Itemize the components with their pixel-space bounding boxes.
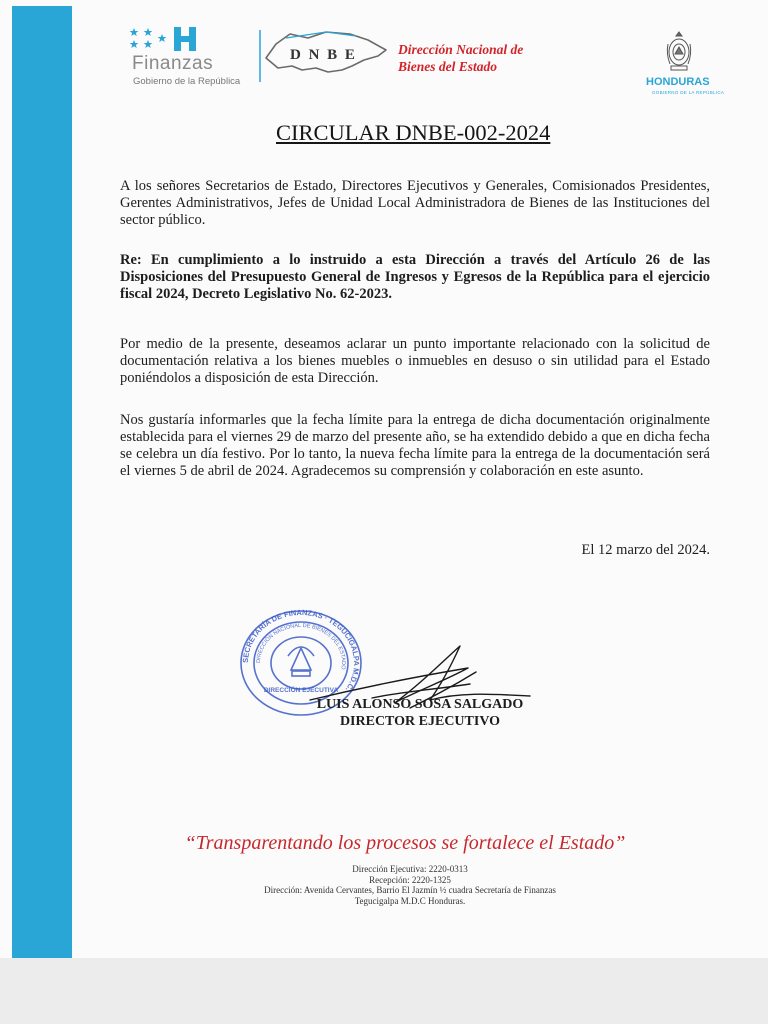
dnbe-name-line2: Bienes del Estado (398, 59, 498, 74)
footer-reception-phone: Recepción: 2220-1325 (369, 874, 451, 885)
honduras-coat-of-arms-icon (664, 30, 694, 74)
side-color-band (12, 6, 72, 958)
honduras-logo-text: HONDURAS (646, 76, 710, 88)
footer-city: Tegucigalpa M.D.C Honduras. (354, 895, 466, 906)
body-paragraph-1: Por medio de la presente, deseamos aclarar un punto importante relacionado con la solicitud de documentación relativa a los bienes muebles o inmuebles en desuso o sin utilidad para el Estado poniéndolos a disposición de esta Dirección. (120, 336, 710, 386)
contact-footer (200, 864, 620, 906)
stamp-outer-text: SECRETARÍA DE FINANZAS · TEGUCIGALPA M.D.C. (240, 608, 362, 694)
reference-paragraph: Re: En cumplimiento a lo instruido a esta Dirección a través del Artículo 26 de las Disposiciones del Presupuesto General de Ingresos y Egresos de la República para el ejercicio fiscal 2024, Decreto Legislativo No. 62-2023. (120, 252, 710, 302)
finanzas-logo-icon (128, 26, 224, 54)
footer-executive-phone: Dirección Ejecutiva: 2220-0313 (352, 864, 468, 874)
dnbe-institution-name (398, 41, 523, 75)
dnbe-acronym: D N B E (290, 47, 357, 63)
honduras-logo-subtitle: GOBIERNO DE LA REPÚBLICA (652, 90, 725, 95)
finanzas-logo-text: Finanzas (132, 53, 214, 74)
institutional-motto: “Transparentando los procesos se fortalece el Estado” (184, 832, 626, 854)
finanzas-logo-subtitle: Gobierno de la República (133, 76, 241, 87)
signatory-position: DIRECTOR EJECUTIVO (339, 714, 501, 729)
stamp-center-text: DIRECCIÓN EJECUTIVA (263, 687, 339, 694)
dnbe-name-line1: Dirección Nacional de (398, 42, 524, 57)
body-paragraph-2: Nos gustaría informarles que la fecha límite para la entrega de dicha documentación originalmente establecida para el viernes 29 de marzo del presente año, se ha extendido debido a que en dicha fecha se celebra un día festivo. Por lo tanto, la nueva fecha límite para la entrega de la documentación será el viernes 5 de abril de 2024. Agradecemos su comprensión y colaboración en este asunto. (120, 412, 710, 479)
stamp-inner-text: DIRECCIÓN NACIONAL DE BIENES DEL ESTADO (255, 622, 347, 670)
letter-date: El 12 marzo del 2024. (581, 542, 710, 558)
addressees-paragraph: A los señores Secretarios de Estado, Directores Ejecutivos y Generales, Comisionados Presidentes, Gerentes Administrativos, Jefes de Unidad Local Administradora de Bienes de las Instituciones del sector público. (120, 178, 710, 228)
circular-title: CIRCULAR DNBE-002-2024 (276, 120, 551, 145)
footer-address: Dirección: Avenida Cervantes, Barrio El Jazmín ½ cuadra Secretaría de Finanzas (264, 885, 556, 895)
signatory-name: LUIS ALONSO SOSA SALGADO (316, 697, 524, 712)
handwritten-signature-icon (300, 628, 540, 718)
